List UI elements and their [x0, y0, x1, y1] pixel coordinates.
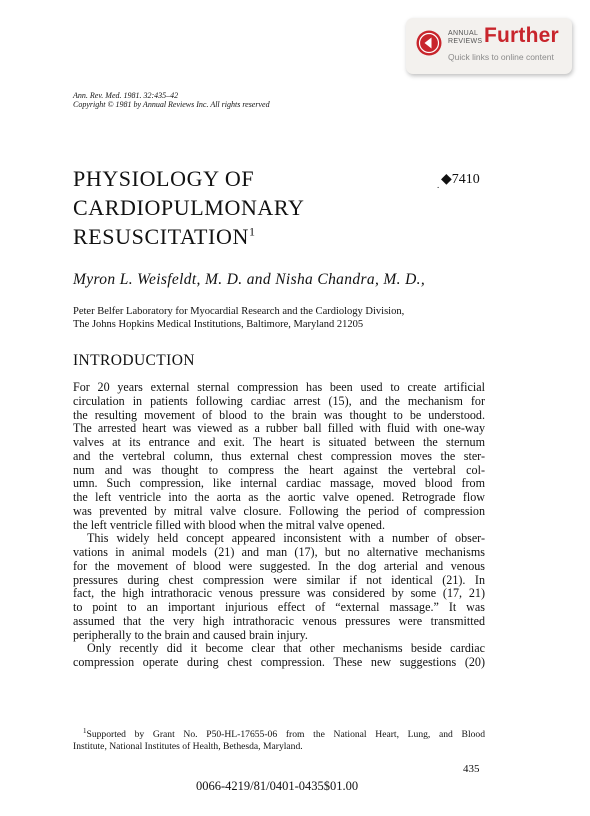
footnote-line-1 — [73, 726, 485, 741]
footnote-mark: 1 — [83, 726, 87, 735]
body-line: was prevented by mitral valve closure. Following the period of compression — [73, 504, 485, 518]
body-line: For 20 years external sternal compression has been used to create artificial — [73, 381, 485, 394]
body-line: umn. Such compression, like internal cardiac massage, moved blood from — [73, 477, 485, 491]
section-heading-introduction: INTRODUCTION — [73, 352, 195, 369]
body-line: valves at its entrance and exit. The heart is situated between the sternum — [73, 436, 485, 449]
body-line: for the movement of blood were suggested. In the dog arterial and venous — [73, 559, 485, 573]
body-line: the left ventricle filled with blood when the mitral valve opened. — [73, 518, 385, 532]
body-line: Only recently did it become clear that other mechanisms beside cardiac — [87, 642, 485, 656]
body-line: peripherally to the brain and caused brain injury. — [73, 628, 308, 642]
banner-further-label: Further — [484, 24, 559, 47]
article-title-line-3 — [73, 224, 256, 250]
body-text — [73, 381, 485, 670]
body-line: the resulting movement of blood to the brain was thought to be understood. — [73, 408, 485, 422]
body-line: to point to an important injurious effect of “external massage.” It was — [73, 601, 485, 614]
play-arrow-icon — [416, 30, 442, 56]
body-line: circulation in patients following cardiac arrest (15), and the mechanism for — [73, 394, 485, 408]
journal-copyright: Copyright © 1981 by Annual Reviews Inc. All rights reserved — [73, 100, 270, 109]
body-line: and the vertebral column, thus external chest compression moves the ster- — [73, 449, 485, 463]
body-line: pressures during chest compression were similar if not identical (21). In — [73, 573, 485, 587]
body-line: The arrested heart was viewed as a rubber ball filled with fluid with one-way — [73, 422, 485, 436]
body-line: num and was thought to compress the heart against the vertebral col- — [73, 463, 485, 477]
body-line: compression operate during chest compression. These new suggestions (20) — [73, 656, 485, 669]
authors: Myron L. Weisfeldt, M. D. and Nisha Chandra, M. D., — [73, 271, 426, 288]
article-code: ◆7410 — [441, 172, 480, 187]
footnote-line-1-text: Supported by Grant No. P50-HL-17655-06 from the National Heart, Lung, and Blood — [86, 729, 485, 740]
journal-citation: Ann. Rev. Med. 1981. 32:435–42 — [73, 91, 179, 100]
body-line: This widely held concept appeared inconsistent with a number of obser- — [87, 532, 485, 546]
body-line: assumed that the very high intrathoracic venous pressures were transmitted — [73, 614, 485, 628]
page-number: 435 — [463, 763, 480, 775]
price-code: 0066-4219/81/0401-0435$01.00 — [196, 779, 359, 793]
article-title-line-3-text: RESUSCITATION — [73, 224, 249, 249]
body-line: the left ventricle into the aorta as the aortic valve opened. Retrograde flow — [73, 491, 485, 504]
article-code-dot: . — [437, 180, 440, 190]
body-line: vations in animal models (21) and man (17), but no alternative mechanisms — [73, 546, 485, 559]
banner-reviews-label: REVIEWS — [448, 38, 483, 45]
annual-reviews-further-banner[interactable] — [406, 18, 572, 74]
affiliation-line-2: The Johns Hopkins Medical Institutions, Baltimore, Maryland 21205 — [73, 319, 364, 330]
title-footnote-mark: 1 — [248, 224, 256, 239]
banner-annual-label: ANNUAL — [448, 30, 479, 37]
article-title-line-2: CARDIOPULMONARY — [73, 195, 305, 220]
article-title-line-1: PHYSIOLOGY OF — [73, 166, 255, 191]
banner-subtitle: Quick links to online content — [448, 52, 554, 62]
footnote — [73, 726, 485, 753]
footnote-line-2: Institute, National Institutes of Health, Bethesda, Maryland. — [73, 741, 303, 752]
affiliation-line-1: Peter Belfer Laboratory for Myocardial Research and the Cardiology Division, — [73, 306, 405, 317]
body-line: fact, the high intrathoracic venous pressure was considered by some (17, 21) — [73, 587, 485, 601]
